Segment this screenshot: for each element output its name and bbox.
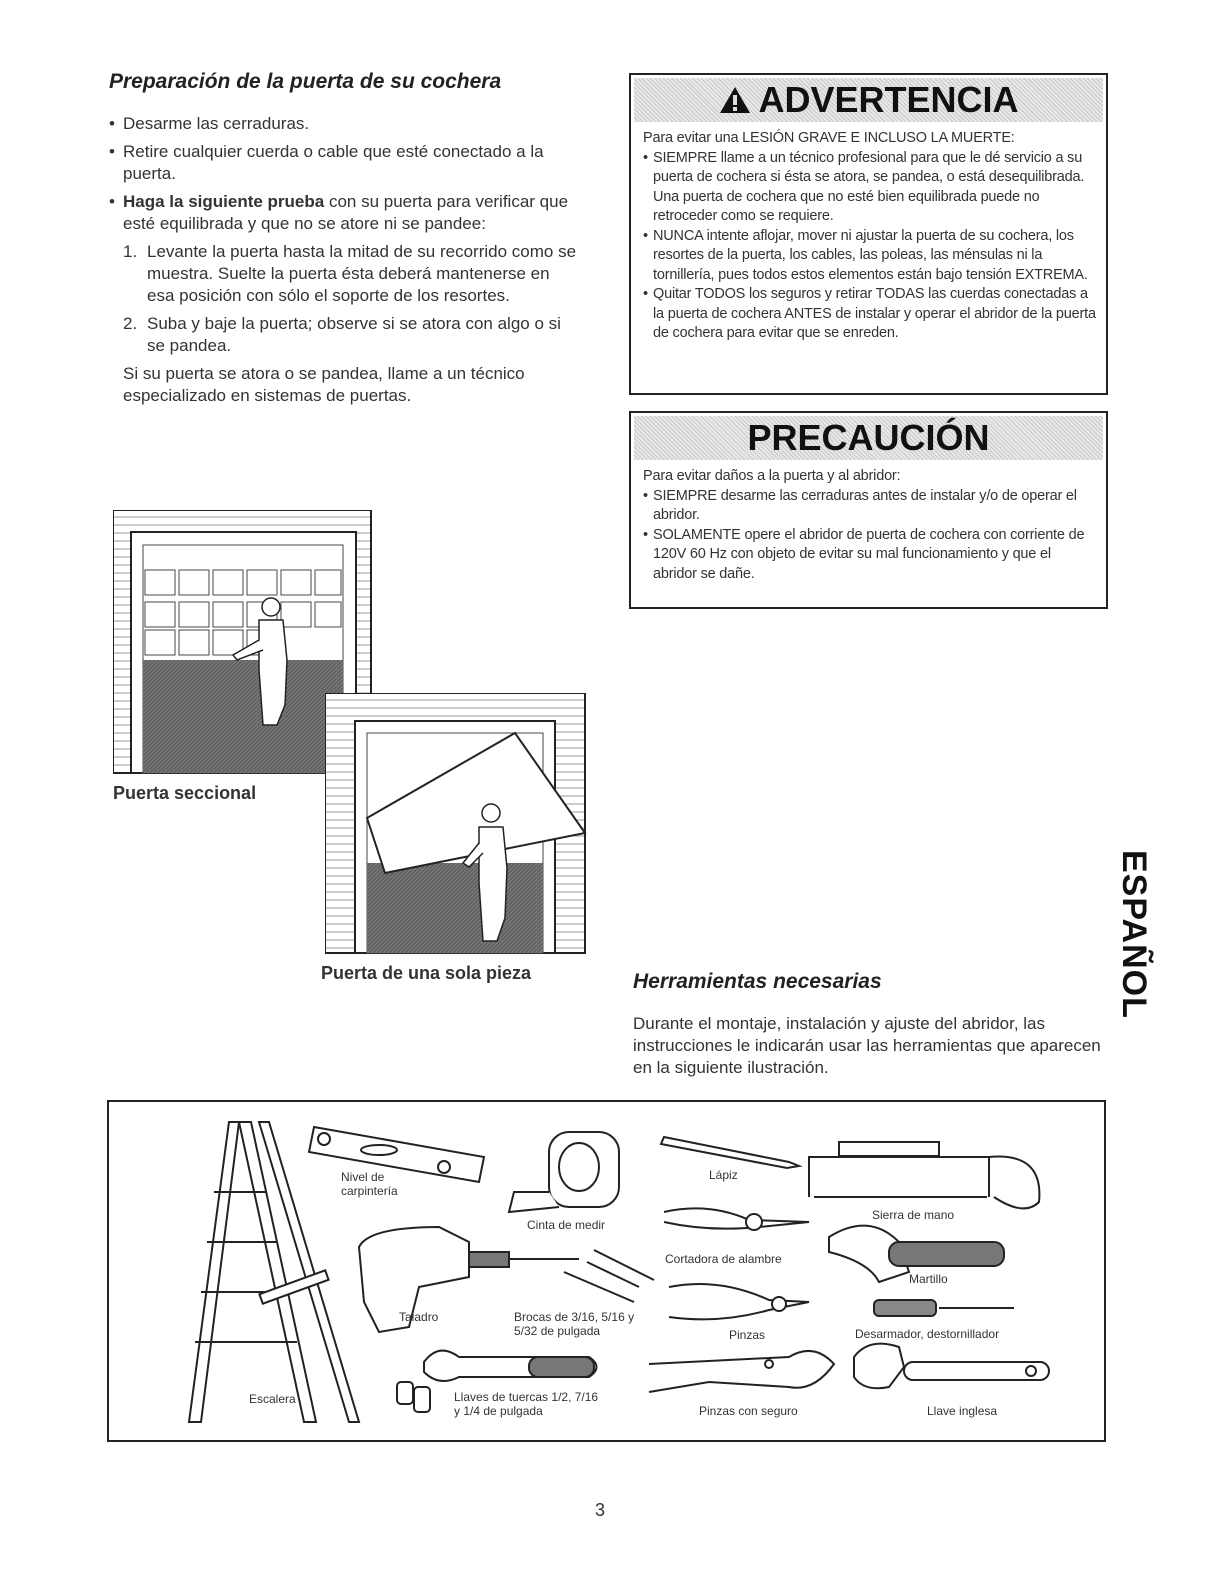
caution-intro: Para evitar daños a la puerta y al abridor: (643, 468, 901, 484)
ladder-icon (189, 1122, 359, 1422)
pencil-icon (661, 1137, 799, 1168)
warning-body (631, 125, 1106, 352)
prep-closing: Si su puerta se atora o se pandea, llame a un técnico especializado en sistemas de puertas. (123, 364, 525, 405)
step-2-number: 2. (123, 314, 138, 333)
prep-bullet-3-bold: Haga la siguiente prueba (123, 192, 325, 211)
pliers-icon (669, 1284, 809, 1319)
label-ladder: Escalera (249, 1392, 296, 1406)
label-screwdriver: Desarmador, destornillador (855, 1327, 1000, 1341)
warning-item-1: • SIEMPRE llame a un técnico profesional para que le dé servicio a su puerta de cochera si ésta se atora, se pandea, o está desequilibrada. Una puerta de cochera que no esté bien equilibrada puede no retroceder como se requiere. (643, 149, 1096, 227)
warning-intro: Para evitar una LESIÓN GRAVE E INCLUSO LA MUERTE: (643, 130, 1015, 146)
warning-title: ADVERTENCIA (758, 79, 1019, 120)
caution-item-1: • SIEMPRE desarme las cerraduras antes de instalar y/o de operar el abridor. (643, 487, 1096, 526)
tools-title: Herramientas necesarias (633, 970, 882, 993)
locking-pliers-icon (649, 1351, 834, 1392)
caution-header (634, 416, 1103, 460)
prep-step-1 (123, 241, 579, 307)
label-tape: Cinta de medir (527, 1218, 606, 1232)
label-hacksaw: Sierra de mano (872, 1208, 955, 1222)
label-drill: Taladro (399, 1310, 439, 1324)
warning-item-3: • Quitar TODOS los seguros y retirar TODAS las cuerdas conectadas a la puerta de cochera ANTES de instalar y operar el abridor de la puerta de cochera para evitar que se enreden. (643, 285, 1096, 344)
side-tab-label: ESPAÑOL (1115, 850, 1153, 1019)
screwdriver-icon (874, 1300, 1014, 1316)
wire-cutter-icon (664, 1208, 809, 1230)
label-pliers: Pinzas (729, 1328, 766, 1342)
prep-bullet-3-rest: con su puerta para verificar que esté equilibrada y que no se atore ni se pandee: (123, 192, 569, 233)
one-piece-door-illustration (325, 693, 587, 955)
warning-triangle-icon (718, 85, 752, 115)
step-2-text: Suba y baje la puerta; observe si se atora con algo o si se pandea. (147, 314, 561, 355)
warning-item-2: • NUNCA intente aflojar, mover ni ajustar la puerta de su cochera, los resortes de la puerta, los cables, las poleas, las ménsulas ni la tornillería, pues todos estos elementos están bajo tensión EXTREMA. (643, 227, 1096, 286)
prep-bullet-3 (109, 191, 579, 235)
step-1-number: 1. (123, 242, 138, 261)
label-wrench: Llave inglesa (927, 1404, 998, 1418)
label-pencil: Lápiz (709, 1168, 738, 1182)
step-1-text: Levante la puerta hasta la mitad de su recorrido como se muestra. Suelte la puerta ésta deberá mantenerse en esa posición con sólo el soporte de los resortes. (147, 242, 577, 305)
prep-text-block (109, 113, 579, 407)
prep-bullet-2: • Retire cualquier cuerda o cable que esté conectado a la puerta. (109, 141, 579, 185)
caution-title: PRECAUCIÓN (747, 417, 990, 458)
caution-item-2: • SOLAMENTE opere el abridor de puerta de cochera con corriente de 120V 60 Hz con objeto de evitar su mal funcionamiento y que el abridor se dañe. (643, 526, 1096, 585)
prep-title: Preparación de la puerta de su cochera (109, 70, 502, 93)
tools-illustration-box (107, 1100, 1106, 1442)
label-level: Nivel de carpintería (341, 1170, 398, 1198)
warning-header (634, 78, 1103, 122)
label-wire-cutter: Cortadora de alambre (665, 1252, 782, 1266)
one-piece-door-caption: Puerta de una sola pieza (321, 963, 532, 983)
label-sockets: Llaves de tuercas 1/2, 7/16 y 1/4 de pulgada (454, 1390, 599, 1418)
page-number: 3 (595, 1500, 606, 1520)
label-bits: Brocas de 3/16, 5/16 y 5/32 de pulgada (514, 1310, 635, 1338)
prep-step-2 (123, 313, 579, 357)
tools-drawing (109, 1102, 1104, 1440)
tape-measure-icon (509, 1132, 619, 1212)
adjustable-wrench-icon (854, 1344, 1049, 1389)
caution-body (631, 463, 1106, 592)
hacksaw-icon (809, 1142, 1039, 1208)
label-hammer: Martillo (909, 1272, 948, 1286)
label-locking-pliers: Pinzas con seguro (699, 1404, 798, 1418)
caution-box (629, 411, 1108, 609)
prep-bullet-1: • Desarme las cerraduras. (109, 113, 579, 135)
drill-bits-icon (564, 1250, 654, 1302)
tools-intro: Durante el montaje, instalación y ajuste del abridor, las instrucciones le indicarán usar las herramientas que aparecen en la siguiente ilustración. (633, 1014, 1101, 1077)
warning-box (629, 73, 1108, 395)
language-side-tab (1113, 850, 1153, 1040)
sectional-door-caption: Puerta seccional (113, 783, 257, 803)
